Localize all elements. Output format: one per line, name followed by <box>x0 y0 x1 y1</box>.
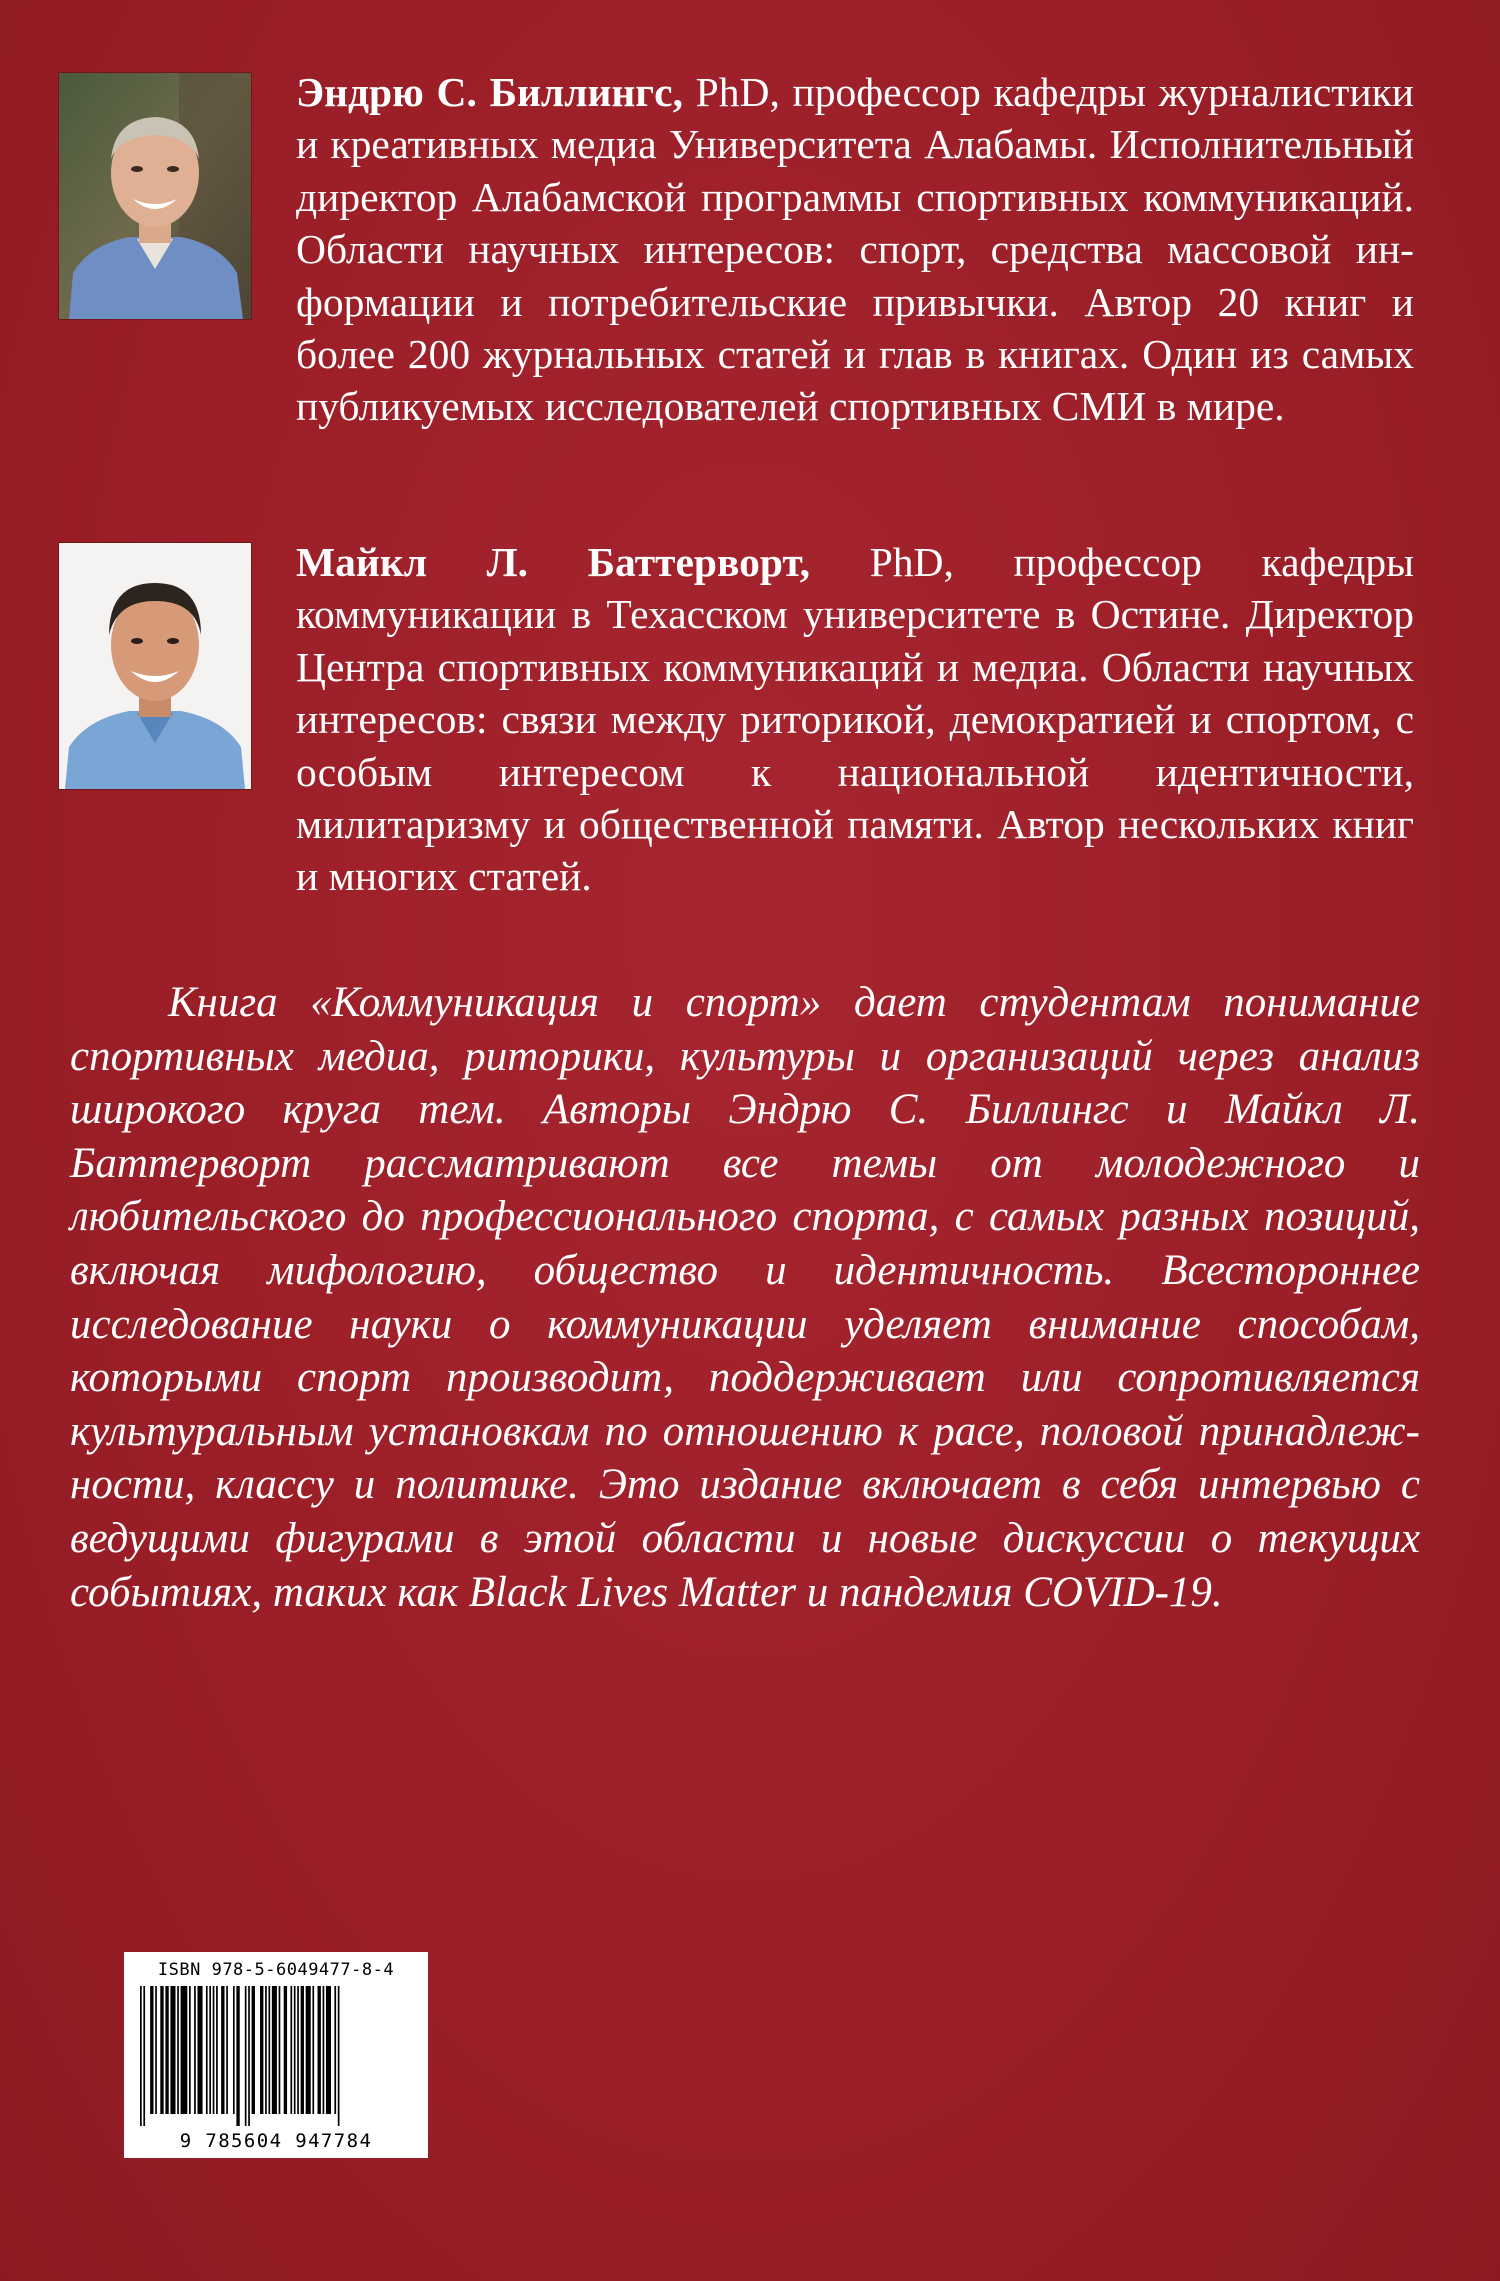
author-block-billings <box>58 66 1414 433</box>
author-name-billings: Эндрю С. Биллингс, <box>296 69 683 115</box>
author-block-butterworth <box>58 536 1414 903</box>
author-photo-butterworth <box>58 542 252 790</box>
author-bio-butterworth <box>58 536 1414 903</box>
author-bio-billings <box>58 66 1414 433</box>
isbn-barcode <box>124 1952 428 2158</box>
author-bio-text-billings: PhD, профессор кафедры журналистики и креативных медиа Университета Алабамы. Исполнительный директор Алабамской программы спортивных коммуникаций. Области научных интересов: спорт, средства массовой информации и потребительские привычки. Автор 20 книг и более 200 журнальных статей и глав в книгах. Один из самых публикуемых исследователей спортивных СМИ в мире. <box>296 69 1414 430</box>
author-bio-text-butterworth: PhD, профессор кафедры коммуникации в Техасском университете в Остине. Директор Центра спортивных коммуникаций и медиа. Области научных интересов: связи между риторикой, демократией и спортом, с особым интересом к национальной идентичности, милитаризму и общественной памяти. Автор нескольких книг и многих статей. <box>296 539 1414 900</box>
barcode-icon <box>134 1986 418 2126</box>
isbn-label: ISBN 978-5-6049477-8-4 <box>157 1960 395 1980</box>
author-name-butterworth: Майкл Л. Баттерворт, <box>296 539 811 585</box>
book-description: Книга «Коммуникация и спорт» дает студентам понимание спортивных медиа, риторики, культуры и организаций через анализ широкого круга тем. Авторы Эндрю С. Биллингс и Майкл Л. Баттерворт рассматривают все темы от молодежного и любительского до профессионального спорта, с самых разных позиций, включая мифологию, общество и идентичность. Всестороннее исследование науки о коммуникации уделяет внимание способам, которыми спорт производит, поддерживает или сопротивляется культуральным установкам по отношению к расе, половой принадлежности, классу и политике. Это издание включает в себя интервью с ведущими фигурами в этой области и новые дискуссии о текущих событиях, таких как Black Lives Matter и пандемия COVID-19. <box>70 979 1420 1616</box>
author-photo-billings <box>58 72 252 320</box>
ean-digits: 9 785604 947784 <box>179 2130 373 2152</box>
